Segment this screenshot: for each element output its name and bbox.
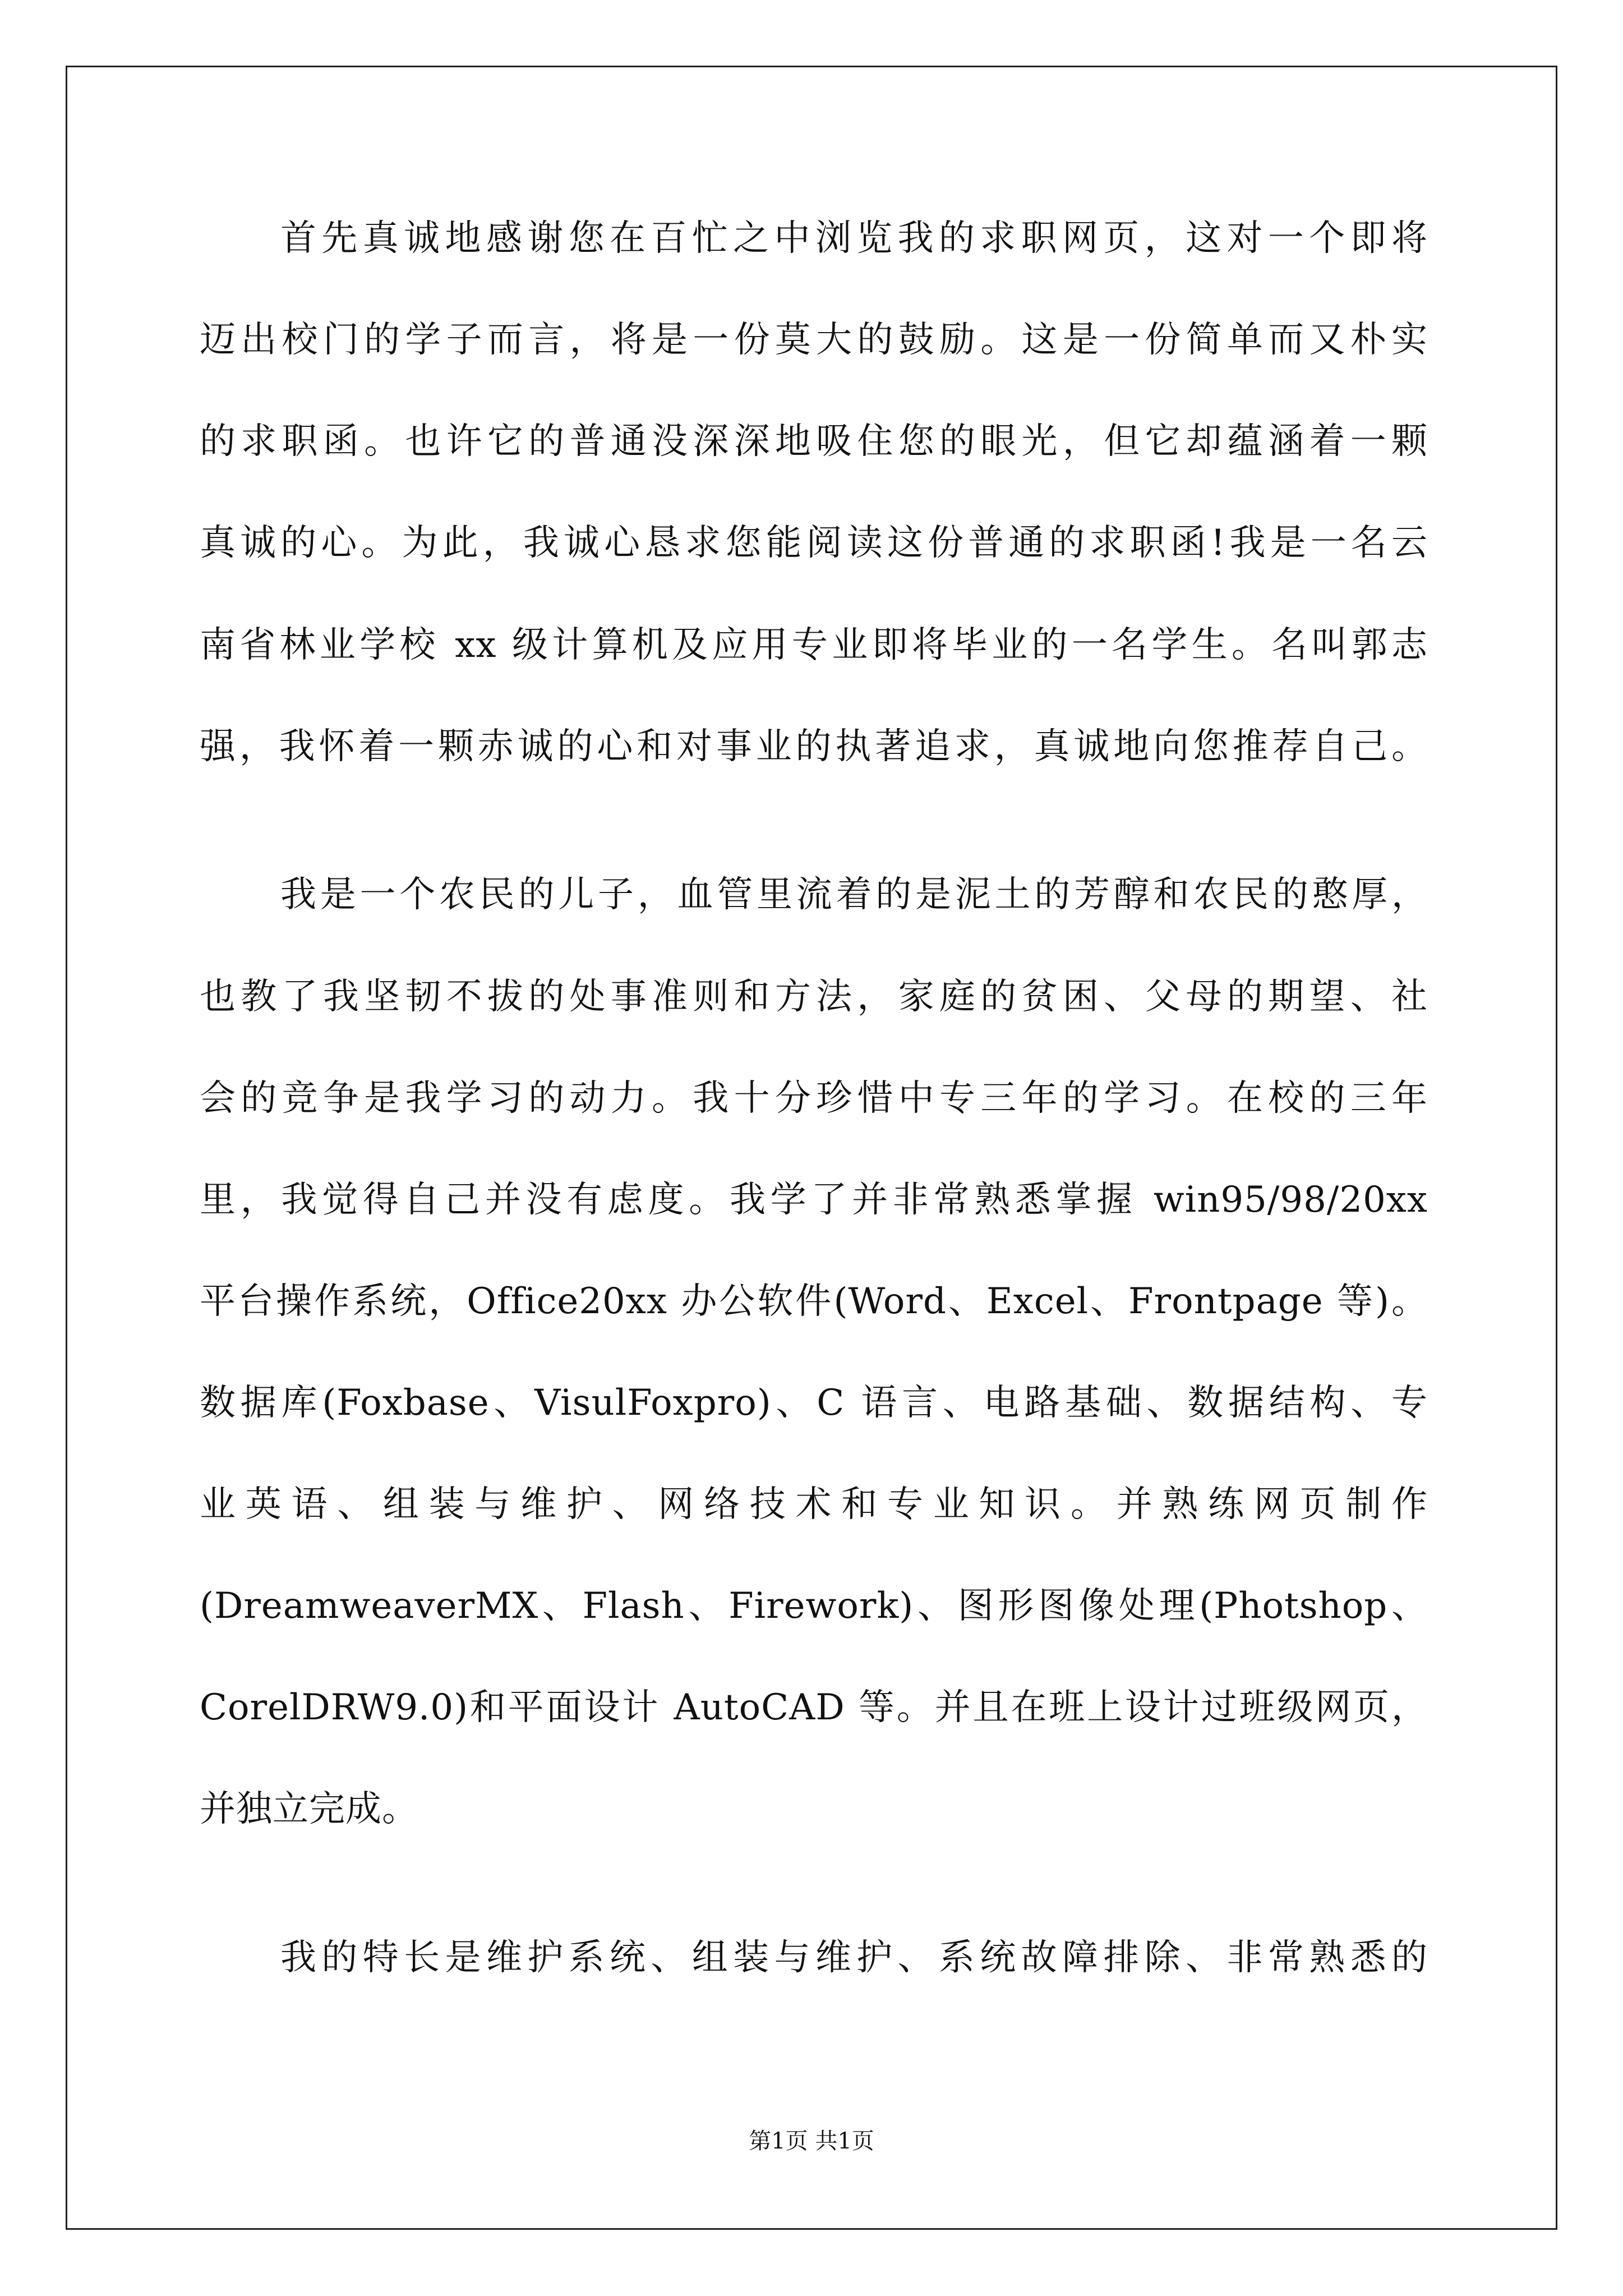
paragraph-2-line-1: 我是一个农民的儿子，血管里流着的是泥土的芳醇和农民的憨厚， [280,874,1428,915]
paragraph-1-line-4: 真诚的心。为此，我诚心恳求您能阅读这份普通的求职函!我是一名云 [200,522,1428,564]
page-number-footer: 第1页 共1页 [749,2128,874,2154]
paragraph-2-line-2: 也教了我坚韧不拔的处事准则和方法，家庭的贫困、父母的期望、社 [200,976,1428,1018]
paragraph-2-line-7: 业英语、组装与维护、网络技术和专业知识。并熟练网页制作 [200,1484,1428,1525]
paragraph-2-line-9: CorelDRW9.0)和平面设计 AutoCAD 等。并且在班上设计过班级网页， [200,1687,1428,1728]
paragraph-3-line-1: 我的特长是维护系统、组装与维护、系统故障排除、非常熟悉的 [280,1937,1428,1978]
paragraph-2-line-3: 会的竞争是我学习的动力。我十分珍惜中专三年的学习。在校的三年 [200,1078,1428,1119]
paragraph-1-line-3: 的求职函。也许它的普通没深深地吸住您的眼光，但它却蕴涵着一颗 [200,421,1428,462]
paragraph-2-line-8: (DreamweaverMX、Flash、Firework)、图形图像处理(Photshop、 [200,1585,1428,1627]
paragraph-1-line-5: 南省林业学校 xx 级计算机及应用专业即将毕业的一名学生。名叫郭志 [200,624,1428,666]
paragraph-2-line-4: 里，我觉得自己并没有虑度。我学了并非常熟悉掌握 win95/98/20xx [200,1179,1428,1221]
paragraph-1-line-1: 首先真诚地感谢您在百忙之中浏览我的求职网页，这对一个即将 [280,218,1428,259]
paragraph-2-line-6: 数据库(Foxbase、VisulFoxpro)、C 语言、电路基础、数据结构、专 [200,1382,1428,1424]
page-border [66,66,1557,2230]
paragraph-1-line-6: 强，我怀着一颗赤诚的心和对事业的执著追求，真诚地向您推荐自己。 [200,726,1428,767]
paragraph-2-line-5: 平台操作系统，Office20xx 办公软件(Word、Excel、Frontpage 等)。 [200,1281,1428,1322]
paragraph-1-line-2: 迈出校门的学子而言，将是一份莫大的鼓励。这是一份简单而又朴实 [200,319,1428,361]
paragraph-2-line-10: 并独立完成。 [200,1788,418,1830]
